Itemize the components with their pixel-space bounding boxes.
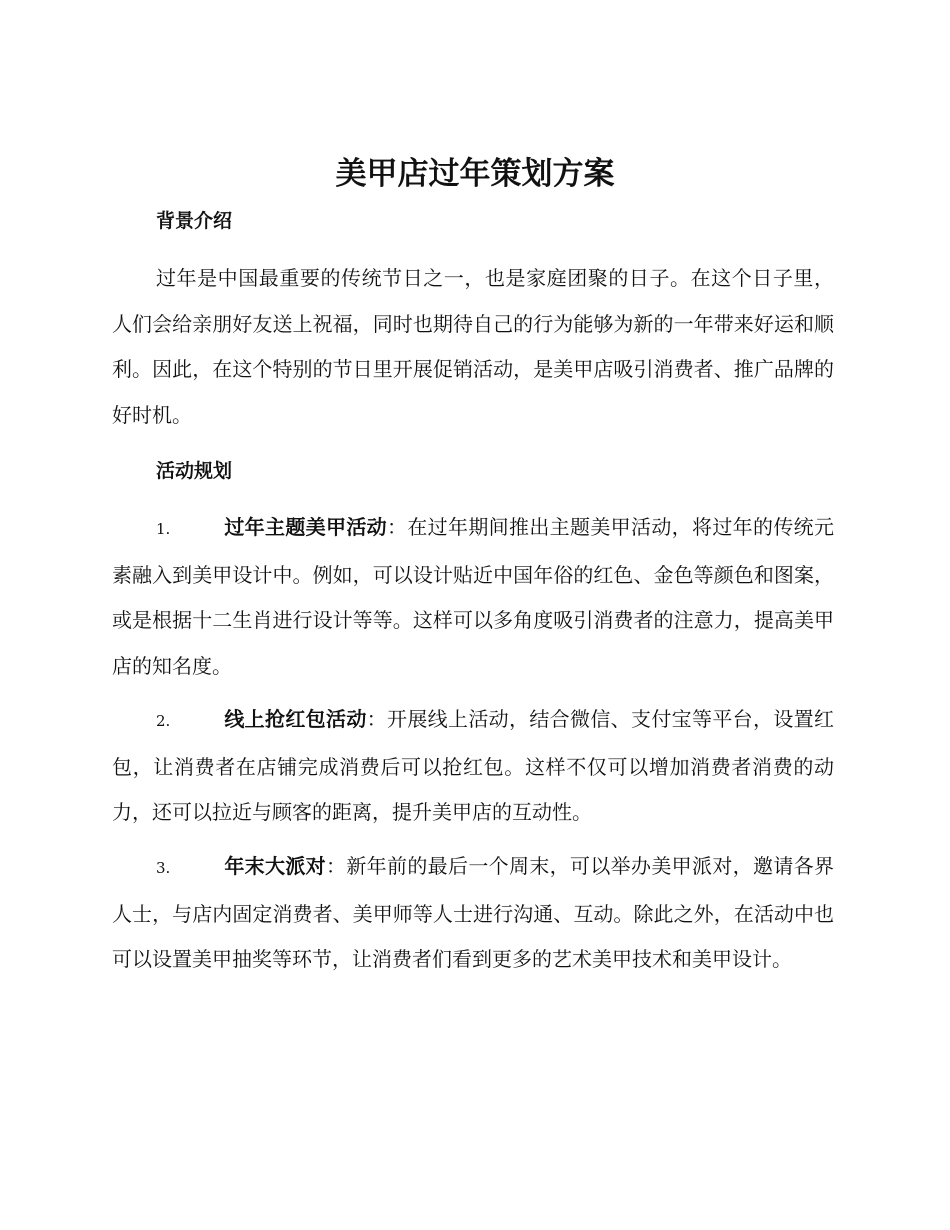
list-item <box>112 844 834 983</box>
list-item-separator: ： <box>387 515 408 539</box>
list-item <box>112 505 834 689</box>
list-item-number: 1. <box>156 520 171 538</box>
list-item-title: 年末大派对 <box>224 854 326 878</box>
list-item-number: 3. <box>156 859 171 877</box>
list-item-text: 新年前的最后一个周末，可以举办美甲派对，邀请各界人士，与店内固定消费者、美甲师等人士进行沟通、互动。除此之外，在活动中也可以设置美甲抽奖等环节，让消费者们看到更多的艺术美甲技术和美甲设计。 <box>112 854 835 971</box>
document-title: 美甲店过年策划方案 <box>335 156 615 192</box>
list-item <box>112 697 834 836</box>
list-item-title: 线上抢红包活动 <box>224 707 367 731</box>
list-item-text: 开展线上活动，结合微信、支付宝等平台，设置红包，让消费者在店铺完成消费后可以抢红包。这样不仅可以增加消费者消费的动力，还可以拉近与顾客的距离，提升美甲店的互动性。 <box>112 707 835 824</box>
list-item-text: 在过年期间推出主题美甲活动，将过年的传统元素融入到美甲设计中。例如，可以设计贴近中国年俗的红色、金色等颜色和图案，或是根据十二生肖进行设计等等。这样可以多角度吸引消费者的注意力，提高美甲店的知名度。 <box>112 515 835 678</box>
list-item-number: 2. <box>156 712 171 730</box>
list-item-separator: ： <box>366 707 388 731</box>
section-heading-background: 背景介绍 <box>156 210 233 232</box>
list-item-separator: ： <box>326 854 347 878</box>
list-item-title: 过年主题美甲活动 <box>224 515 387 539</box>
background-paragraph: 过年是中国最重要的传统节日之一，也是家庭团聚的日子。在这个日子里，人们会给亲朋好友送上祝福，同时也期待自己的行为能够为新的一年带来好运和顺利。因此，在这个特别的节日里开展促销活动，是美甲店吸引消费者、推广品牌的好时机。 <box>112 266 834 427</box>
section-heading-activities: 活动规划 <box>156 460 233 482</box>
